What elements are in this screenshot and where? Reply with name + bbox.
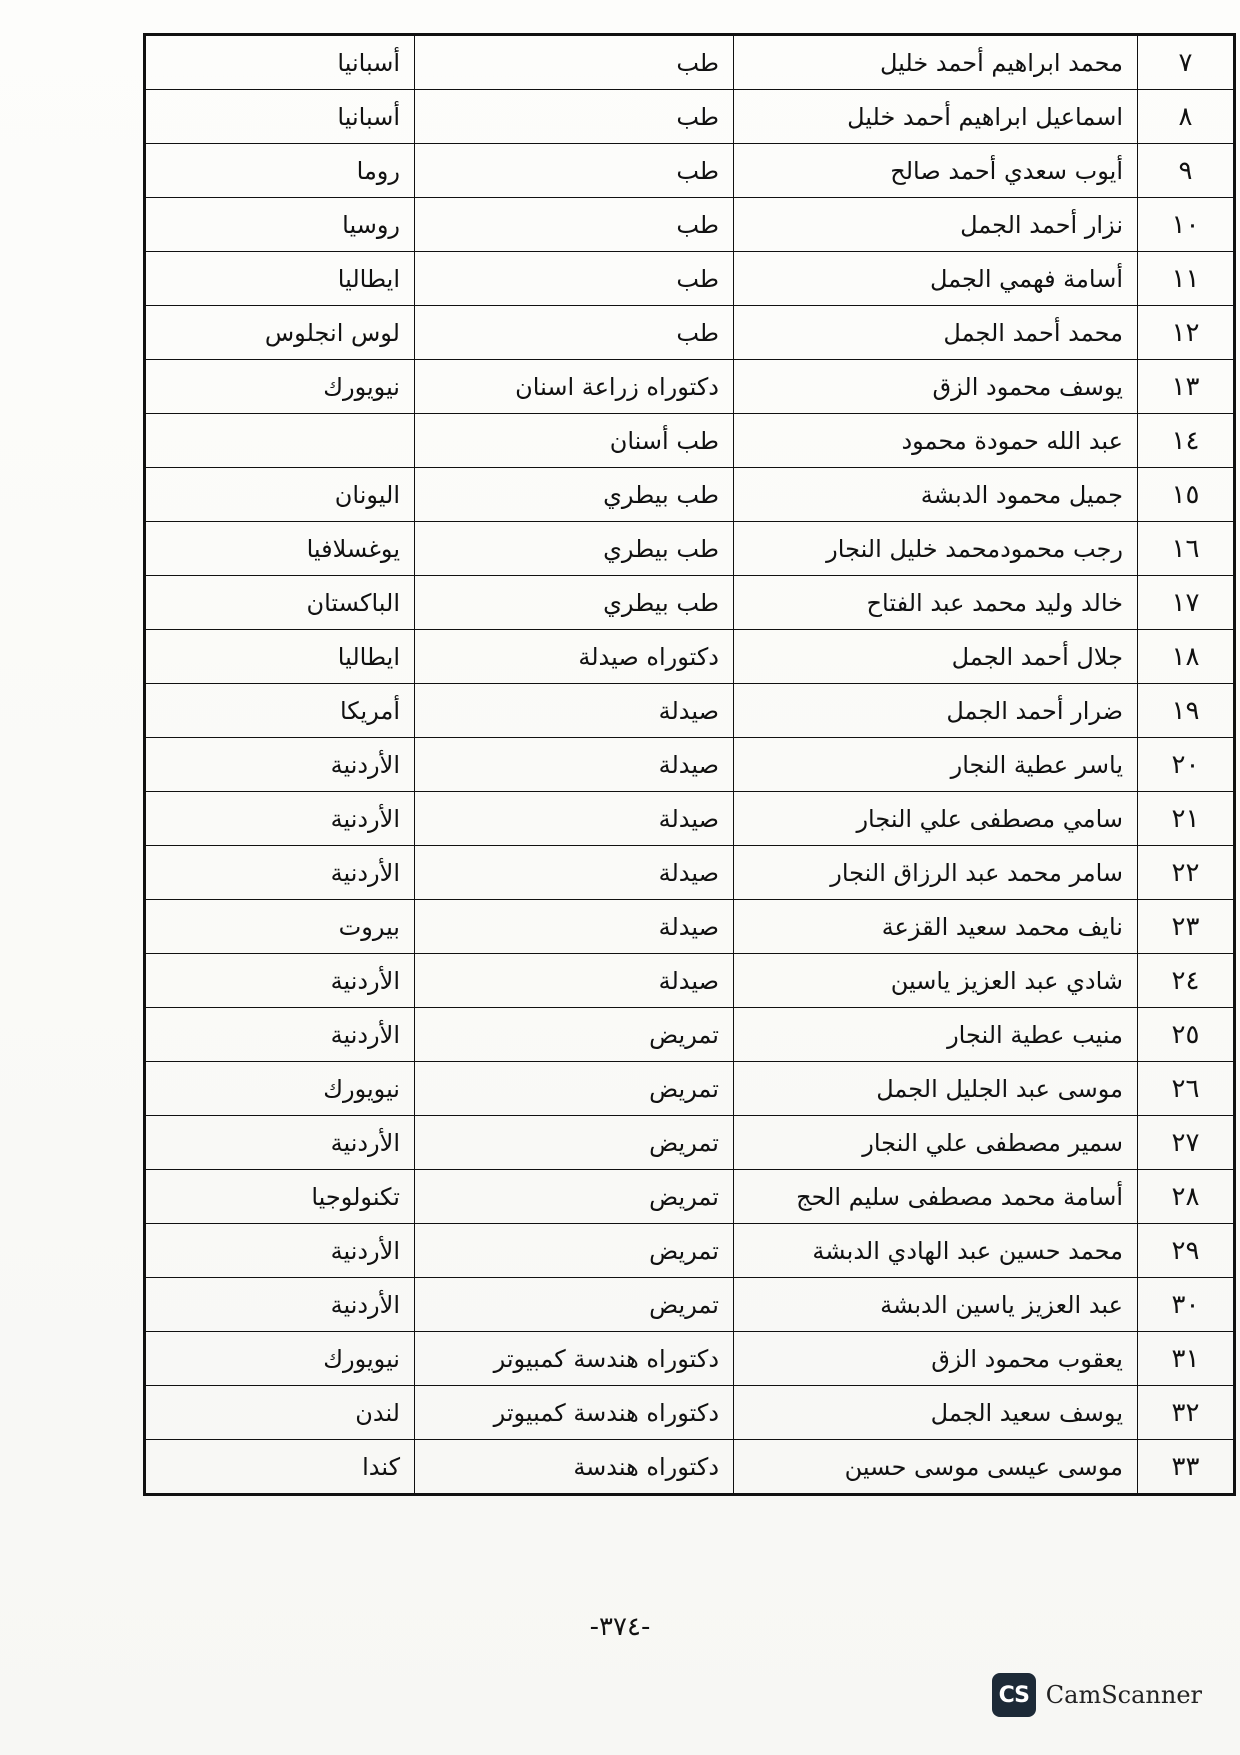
person-name: خالد وليد محمد عبد الفتاح bbox=[734, 576, 1138, 630]
study-location: روما bbox=[145, 144, 415, 198]
row-number: ٢٧ bbox=[1138, 1116, 1235, 1170]
person-name: يوسف سعيد الجمل bbox=[734, 1386, 1138, 1440]
row-number: ١٨ bbox=[1138, 630, 1235, 684]
person-name: شادي عبد العزيز ياسين bbox=[734, 954, 1138, 1008]
specialization: صيدلة bbox=[415, 846, 734, 900]
specialization: طب bbox=[415, 35, 734, 90]
table-row bbox=[145, 738, 1235, 792]
study-location: ايطاليا bbox=[145, 252, 415, 306]
person-name: موسى عبد الجليل الجمل bbox=[734, 1062, 1138, 1116]
person-name: ضرار أحمد الجمل bbox=[734, 684, 1138, 738]
page-number: -٣٧٤- bbox=[589, 1612, 651, 1642]
specialization: دكتوراه زراعة اسنان bbox=[415, 360, 734, 414]
specialization: طب bbox=[415, 90, 734, 144]
study-location: لندن bbox=[145, 1386, 415, 1440]
table-row bbox=[145, 1008, 1235, 1062]
table-row bbox=[145, 35, 1235, 90]
specialization: طب bbox=[415, 306, 734, 360]
study-location: لوس انجلوس bbox=[145, 306, 415, 360]
study-location: اليونان bbox=[145, 468, 415, 522]
study-location: أسبانيا bbox=[145, 90, 415, 144]
table-row bbox=[145, 630, 1235, 684]
row-number: ١٦ bbox=[1138, 522, 1235, 576]
specialization: تمريض bbox=[415, 1170, 734, 1224]
row-number: ٢٩ bbox=[1138, 1224, 1235, 1278]
study-location: تكنولوجيا bbox=[145, 1170, 415, 1224]
row-number: ٢٢ bbox=[1138, 846, 1235, 900]
specialization: تمريض bbox=[415, 1062, 734, 1116]
row-number: ٢٨ bbox=[1138, 1170, 1235, 1224]
table-row bbox=[145, 1224, 1235, 1278]
row-number: ١٣ bbox=[1138, 360, 1235, 414]
row-number: ٩ bbox=[1138, 144, 1235, 198]
specialization: طب bbox=[415, 144, 734, 198]
specialization: صيدلة bbox=[415, 738, 734, 792]
person-name: عبد العزيز ياسين الدبشة bbox=[734, 1278, 1138, 1332]
table-row bbox=[145, 144, 1235, 198]
specialization: دكتوراه هندسة كمبيوتر bbox=[415, 1386, 734, 1440]
specialization: طب بيطري bbox=[415, 576, 734, 630]
table-row bbox=[145, 1386, 1235, 1440]
specialization: تمريض bbox=[415, 1278, 734, 1332]
table-row bbox=[145, 1062, 1235, 1116]
study-location: نيويورك bbox=[145, 1062, 415, 1116]
specialization: صيدلة bbox=[415, 900, 734, 954]
table-row bbox=[145, 1440, 1235, 1495]
row-number: ٢٠ bbox=[1138, 738, 1235, 792]
specialization: طب أسنان bbox=[415, 414, 734, 468]
person-name: جميل محمود الدبشة bbox=[734, 468, 1138, 522]
study-location: الأردنية bbox=[145, 792, 415, 846]
table-row bbox=[145, 954, 1235, 1008]
table-row bbox=[145, 90, 1235, 144]
table-row bbox=[145, 198, 1235, 252]
row-number: ٢٣ bbox=[1138, 900, 1235, 954]
table-row bbox=[145, 252, 1235, 306]
person-name: أسامة محمد مصطفى سليم الحج bbox=[734, 1170, 1138, 1224]
table-row bbox=[145, 1278, 1235, 1332]
row-number: ١٢ bbox=[1138, 306, 1235, 360]
row-number: ١٠ bbox=[1138, 198, 1235, 252]
row-number: ١٤ bbox=[1138, 414, 1235, 468]
specialization: دكتوراه هندسة bbox=[415, 1440, 734, 1495]
study-location: الأردنية bbox=[145, 846, 415, 900]
person-name: منيب عطية النجار bbox=[734, 1008, 1138, 1062]
study-location: الأردنية bbox=[145, 1224, 415, 1278]
row-number: ٢١ bbox=[1138, 792, 1235, 846]
study-location: روسيا bbox=[145, 198, 415, 252]
person-name: سامي مصطفى علي النجار bbox=[734, 792, 1138, 846]
row-number: ٢٥ bbox=[1138, 1008, 1235, 1062]
study-location: نيويورك bbox=[145, 360, 415, 414]
specialization: دكتوراه هندسة كمبيوتر bbox=[415, 1332, 734, 1386]
specialization: صيدلة bbox=[415, 792, 734, 846]
table-row bbox=[145, 414, 1235, 468]
table-row bbox=[145, 522, 1235, 576]
person-name: يوسف محمود الزق bbox=[734, 360, 1138, 414]
person-name: سامر محمد عبد الرزاق النجار bbox=[734, 846, 1138, 900]
specialization: تمريض bbox=[415, 1116, 734, 1170]
table-row bbox=[145, 576, 1235, 630]
table-row bbox=[145, 846, 1235, 900]
row-number: ٨ bbox=[1138, 90, 1235, 144]
person-name: محمد ابراهيم أحمد خليل bbox=[734, 35, 1138, 90]
camscanner-label: CamScanner bbox=[1045, 1681, 1202, 1709]
study-location: بيروت bbox=[145, 900, 415, 954]
table-row bbox=[145, 1170, 1235, 1224]
table-row bbox=[145, 792, 1235, 846]
row-number: ١٩ bbox=[1138, 684, 1235, 738]
table-row bbox=[145, 684, 1235, 738]
specialization: دكتوراه صيدلة bbox=[415, 630, 734, 684]
specialization: صيدلة bbox=[415, 684, 734, 738]
table-row bbox=[145, 306, 1235, 360]
specialization: طب bbox=[415, 252, 734, 306]
person-name: سمير مصطفى علي النجار bbox=[734, 1116, 1138, 1170]
specialization: تمريض bbox=[415, 1224, 734, 1278]
person-name: نايف محمد سعيد القزعة bbox=[734, 900, 1138, 954]
study-location: الأردنية bbox=[145, 954, 415, 1008]
row-number: ٣١ bbox=[1138, 1332, 1235, 1386]
row-number: ٢٤ bbox=[1138, 954, 1235, 1008]
study-location: نيويورك bbox=[145, 1332, 415, 1386]
person-name: عبد الله حمودة محمود bbox=[734, 414, 1138, 468]
study-location: الباكستان bbox=[145, 576, 415, 630]
table-row bbox=[145, 900, 1235, 954]
person-name: رجب محمودمحمد خليل النجار bbox=[734, 522, 1138, 576]
study-location bbox=[145, 414, 415, 468]
person-name: نزار أحمد الجمل bbox=[734, 198, 1138, 252]
specialization: طب بيطري bbox=[415, 522, 734, 576]
person-name: اسماعيل ابراهيم أحمد خليل bbox=[734, 90, 1138, 144]
person-name: جلال أحمد الجمل bbox=[734, 630, 1138, 684]
person-name: أسامة فهمي الجمل bbox=[734, 252, 1138, 306]
table-row bbox=[145, 360, 1235, 414]
table-row bbox=[145, 1116, 1235, 1170]
table-row bbox=[145, 468, 1235, 522]
person-name: محمد حسين عبد الهادي الدبشة bbox=[734, 1224, 1138, 1278]
row-number: ١١ bbox=[1138, 252, 1235, 306]
row-number: ٣٣ bbox=[1138, 1440, 1235, 1495]
study-location: كندا bbox=[145, 1440, 415, 1495]
study-location: يوغسلافيا bbox=[145, 522, 415, 576]
person-name: ياسر عطية النجار bbox=[734, 738, 1138, 792]
study-location: الأردنية bbox=[145, 1116, 415, 1170]
camscanner-watermark bbox=[992, 1673, 1202, 1717]
study-location: الأردنية bbox=[145, 1278, 415, 1332]
row-number: ١٧ bbox=[1138, 576, 1235, 630]
person-name: يعقوب محمود الزق bbox=[734, 1332, 1138, 1386]
row-number: ٢٦ bbox=[1138, 1062, 1235, 1116]
person-name: موسى عيسى موسى حسين bbox=[734, 1440, 1138, 1495]
specialization: صيدلة bbox=[415, 954, 734, 1008]
study-location: الأردنية bbox=[145, 738, 415, 792]
specialization: طب بيطري bbox=[415, 468, 734, 522]
study-location: الأردنية bbox=[145, 1008, 415, 1062]
roster-table bbox=[143, 33, 1236, 1496]
study-location: أمريكا bbox=[145, 684, 415, 738]
study-location: ايطاليا bbox=[145, 630, 415, 684]
table-row bbox=[145, 1332, 1235, 1386]
study-location: أسبانيا bbox=[145, 35, 415, 90]
person-name: محمد أحمد الجمل bbox=[734, 306, 1138, 360]
camscanner-logo-icon: CS bbox=[992, 1673, 1036, 1717]
specialization: تمريض bbox=[415, 1008, 734, 1062]
row-number: ٣٢ bbox=[1138, 1386, 1235, 1440]
person-name: أيوب سعدي أحمد صالح bbox=[734, 144, 1138, 198]
row-number: ٧ bbox=[1138, 35, 1235, 90]
roster-table-body bbox=[145, 35, 1235, 1495]
row-number: ١٥ bbox=[1138, 468, 1235, 522]
specialization: طب bbox=[415, 198, 734, 252]
row-number: ٣٠ bbox=[1138, 1278, 1235, 1332]
